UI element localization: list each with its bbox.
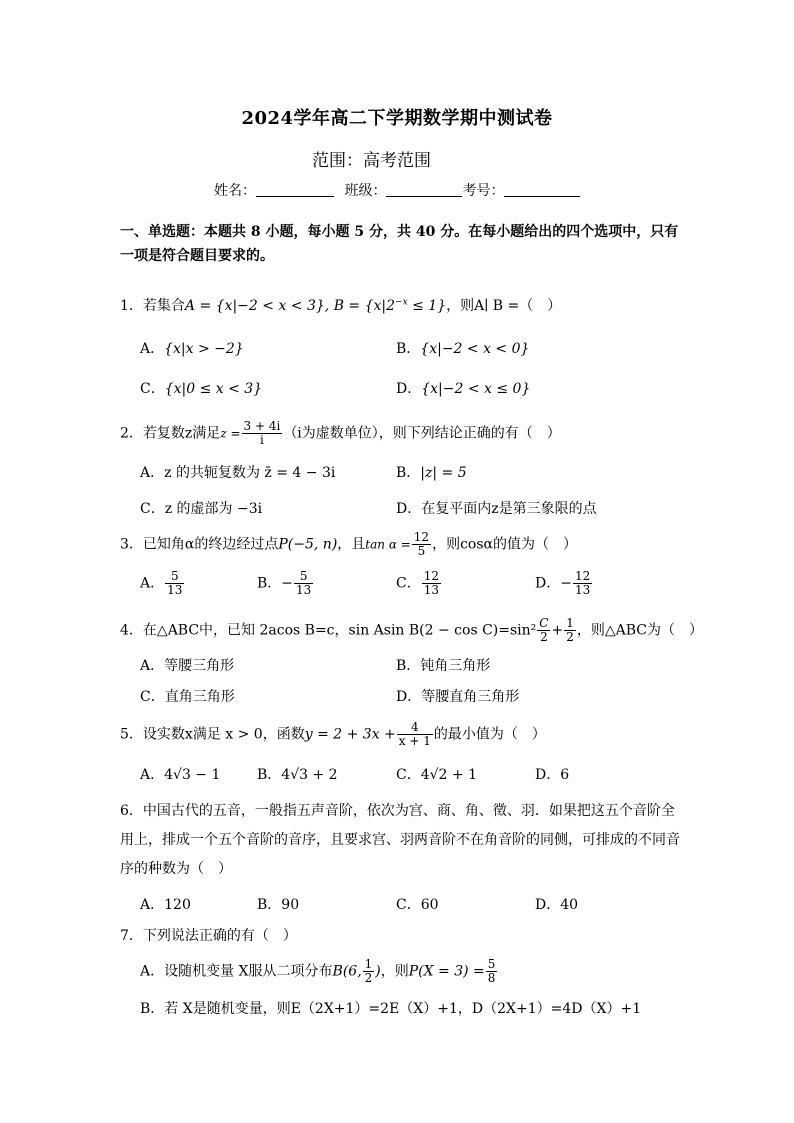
option-label: C． <box>140 381 165 397</box>
fraction-numerator: C <box>539 616 549 630</box>
question-2 <box>120 420 561 447</box>
name-field[interactable] <box>256 182 334 197</box>
fraction-denominator: 5 <box>417 544 426 558</box>
option-text: 120 <box>164 897 191 913</box>
math-expression: z = <box>220 426 241 441</box>
option-b[interactable] <box>396 462 467 482</box>
option-text: |z| = 5 <box>420 465 467 481</box>
option-text: {x|−2 < x ≤ 0} <box>421 381 531 397</box>
option-a[interactable] <box>140 570 185 597</box>
fraction-denominator: 2 <box>566 630 574 644</box>
math-expression: tan α = <box>365 537 411 552</box>
fraction-numerator: 1 <box>566 616 574 630</box>
question-7 <box>120 925 297 945</box>
option-label: B． <box>396 658 421 674</box>
option-text: B．若 X是随机变量，则E（2X+1）=2E（X）+1，D（2X+1）=4D（X）+1 <box>140 1001 642 1017</box>
option-c[interactable] <box>396 570 442 597</box>
fraction-denominator: 13 <box>167 583 183 597</box>
option-text: 4√2 + 1 <box>420 767 477 783</box>
math-fraction <box>165 570 184 597</box>
option-text: 钝角三角形 <box>420 658 491 674</box>
question-text: 设实数x满足 x > 0，函数 <box>142 726 305 743</box>
fraction-denominator: 13 <box>574 583 591 597</box>
option-label: D． <box>396 501 422 517</box>
question-text: ，则A∣ B =（ ） <box>446 298 562 314</box>
option-c[interactable] <box>140 378 262 398</box>
option-label: D． <box>396 689 422 705</box>
question-text: ，则cosα的值为（ ） <box>432 536 577 553</box>
question-4 <box>120 617 703 644</box>
fraction-numerator: 12 <box>413 530 430 544</box>
question-text: 在△ABC中，已知 2acos B=c，sin Asin B(2 − cos C)=sin² <box>142 622 537 639</box>
math-expression: P(−5, n) <box>278 536 338 553</box>
fraction-denominator: 8 <box>487 971 496 985</box>
option-b[interactable] <box>257 570 314 597</box>
option-text: 在复平面内z是第三象限的点 <box>421 501 597 517</box>
option-label: A． <box>140 465 165 481</box>
option-d[interactable] <box>535 570 593 597</box>
exam-title: 2024学年高二下学期数学期中测试卷 <box>241 108 553 129</box>
option-text: z 的虚部为 −3i <box>164 501 263 517</box>
option-b[interactable] <box>396 338 529 358</box>
math-fraction <box>422 570 441 597</box>
option-label: B． <box>396 465 421 481</box>
option-label: B． <box>257 767 282 783</box>
question-text: ，则△ABC为（ ） <box>576 622 703 639</box>
math-expression: ≤ 1} <box>407 298 447 314</box>
option-a[interactable] <box>140 764 220 784</box>
option-d[interactable] <box>535 894 578 914</box>
option-text: A．设随机变量 X服从二项分布 <box>140 963 333 980</box>
section-heading: 一、单选题：本题共 8 小题，每小题 5 分，共 40 分。在每小题给出的四个选项中，只有一项是符合题目要求的。 <box>120 224 679 264</box>
option-sign: − <box>560 575 572 592</box>
math-superscript: −x <box>395 297 408 308</box>
option-text: ，则 <box>380 963 409 980</box>
math-expression: B(6, <box>332 963 362 980</box>
option-label: B． <box>396 341 421 357</box>
option-d[interactable] <box>396 378 530 398</box>
id-field[interactable] <box>504 182 580 197</box>
option-label: A． <box>140 658 165 674</box>
option-a[interactable] <box>140 655 234 675</box>
question-text: 若复数z满足 <box>142 425 221 442</box>
fraction-numerator: 5 <box>294 570 313 584</box>
option-text: 90 <box>281 897 300 913</box>
fraction-numerator: 12 <box>423 569 439 583</box>
option-text: z 的共轭复数为 z̄ = 4 − 3i <box>164 465 336 481</box>
question-3 <box>120 531 577 558</box>
option-c[interactable] <box>396 894 439 914</box>
option-d[interactable] <box>396 498 597 518</box>
fraction-denominator: 2 <box>364 971 373 985</box>
question-number: 7． <box>120 928 143 944</box>
math-fraction <box>573 570 592 597</box>
fraction-denominator: x + 1 <box>398 734 431 748</box>
option-b[interactable] <box>257 764 338 784</box>
option-b[interactable] <box>140 998 641 1018</box>
option-label: C． <box>396 897 421 913</box>
option-label: D． <box>535 767 561 783</box>
option-c[interactable] <box>140 686 235 706</box>
math-expression: A = {x|−2 < x < 3}, B = {x|2 <box>184 298 396 314</box>
question-1 <box>120 295 561 315</box>
option-text: 40 <box>560 897 579 913</box>
question-number: 4． <box>120 622 143 639</box>
question-number: 6． <box>120 803 143 819</box>
math-expression: ) <box>375 963 381 980</box>
id-label: 考号： <box>462 183 505 199</box>
fraction-numerator: 1 <box>364 957 373 971</box>
option-text: 4√3 + 2 <box>281 767 338 783</box>
math-expression: y = 2 + 3x + <box>304 726 396 743</box>
option-text: {x|−2 < x < 0} <box>420 341 530 357</box>
math-fraction <box>242 420 283 447</box>
option-label: D． <box>535 897 561 913</box>
math-fraction <box>294 570 313 597</box>
name-label: 姓名： <box>214 183 256 199</box>
question-text: 若集合 <box>142 298 185 314</box>
math-fraction <box>397 721 433 748</box>
option-label: D． <box>396 381 422 397</box>
option-label: A． <box>140 897 165 913</box>
option-a[interactable] <box>140 462 335 482</box>
option-d[interactable] <box>396 686 519 706</box>
fraction-denominator: 13 <box>296 583 312 597</box>
option-label: C． <box>396 767 421 783</box>
question-number: 5． <box>120 726 143 743</box>
math-expression: P(X = 3) = <box>408 963 485 980</box>
question-number: 2． <box>120 425 143 442</box>
question-number: 1． <box>120 298 143 314</box>
question-number: 3． <box>120 536 143 553</box>
option-label: B． <box>257 575 282 592</box>
fraction-denominator: 2 <box>540 630 548 644</box>
question-text: 的最小值为（ ） <box>433 726 546 743</box>
option-label: A． <box>140 767 165 783</box>
fraction-numerator: 3 + 4i <box>243 419 281 433</box>
fraction-numerator: 4 <box>397 721 433 735</box>
option-b[interactable] <box>396 655 490 675</box>
question-6 <box>120 797 680 884</box>
option-label: D． <box>535 575 561 592</box>
fraction-numerator: 5 <box>487 957 496 971</box>
question-text: 下列说法正确的有（ ） <box>142 928 297 944</box>
math-fraction <box>564 617 576 644</box>
math-fraction <box>537 617 550 644</box>
question-text: ，且 <box>337 536 366 553</box>
option-text: {x|x > −2} <box>164 341 244 357</box>
option-a[interactable] <box>140 958 498 985</box>
question-5 <box>120 721 546 748</box>
option-d[interactable] <box>535 764 569 784</box>
option-text: 等腰直角三角形 <box>421 689 520 705</box>
question-text: （i为虚数单位），则下列结论正确的有（ ） <box>283 425 561 442</box>
option-c[interactable] <box>396 764 477 784</box>
option-text: 等腰三角形 <box>164 658 235 674</box>
math-operator: + <box>551 622 564 639</box>
option-label: A． <box>140 575 165 592</box>
option-text: 60 <box>420 897 439 913</box>
question-text: 中国古代的五音，一般指五声音阶，依次为宫、商、角、徵、羽．如果把这五个音阶全用上，排成一个五个音阶的音序，且要求宫、羽两音阶不在角音阶的同侧，可排成的不同音序的种数为（ ） <box>120 803 680 877</box>
option-label: B． <box>257 897 282 913</box>
option-label: C． <box>396 575 421 592</box>
exam-scope: 范围：高考范围 <box>312 151 431 171</box>
student-info-line <box>214 180 580 200</box>
fraction-numerator: 12 <box>574 569 591 583</box>
fraction-denominator: 13 <box>423 583 439 597</box>
option-a[interactable] <box>140 894 191 914</box>
fraction-numerator: 5 <box>165 570 184 584</box>
question-text: 已知角α的终边经过点 <box>142 536 279 553</box>
math-fraction <box>363 958 375 985</box>
option-a[interactable] <box>140 338 244 358</box>
option-text: 4√3 − 1 <box>164 767 221 783</box>
option-text: 6 <box>560 767 570 783</box>
option-sign: − <box>281 575 294 592</box>
class-label: 班级： <box>344 183 387 199</box>
option-label: C． <box>140 689 165 705</box>
option-b[interactable] <box>257 894 299 914</box>
fraction-denominator: i <box>259 433 264 447</box>
option-c[interactable] <box>140 498 262 518</box>
option-label: A． <box>140 341 165 357</box>
class-field[interactable] <box>386 182 462 197</box>
option-text: {x|0 ≤ x < 3} <box>164 381 263 397</box>
math-fraction <box>486 958 498 985</box>
option-label: C． <box>140 501 165 517</box>
option-text: 直角三角形 <box>164 689 235 705</box>
math-fraction <box>412 531 431 558</box>
